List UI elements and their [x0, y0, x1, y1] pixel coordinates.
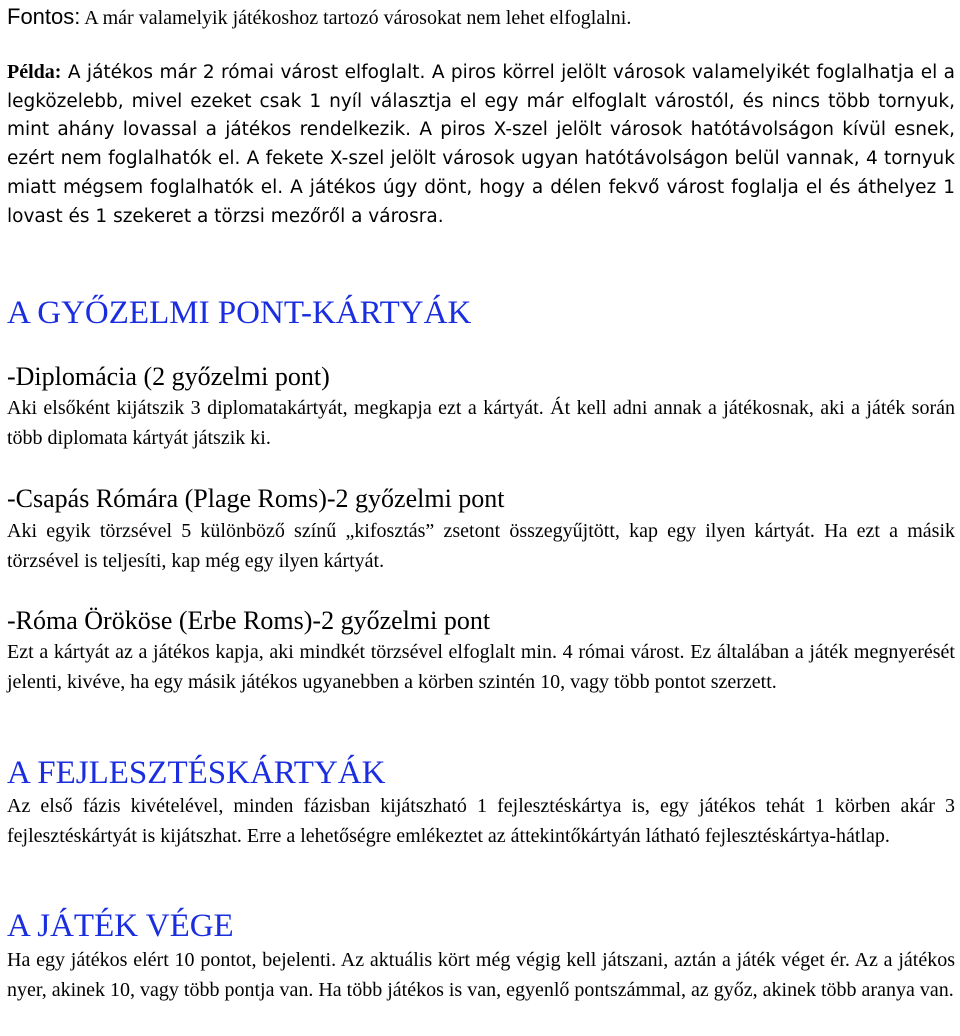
intro-label: Fontos: [7, 4, 81, 29]
intro-text: A már valamelyik játékoshoz tartozó városokat nem lehet elfoglalni. [80, 7, 632, 29]
diplomacy-title: -Diplomácia (2 győzelmi pont) [7, 362, 330, 391]
end-text: Ha egy játékos elért 10 pontot, bejelenti. Az aktuális kört még végig kell játszani, aztán a játék véget ér. Az a játékos nyer, akinek 10, vagy több pontja van. Ha több játékos is van, egyenlő pontszámmal, az győz, akinek több aranya van. [7, 949, 955, 1001]
example-text: A játékos már 2 római várost elfoglalt. A piros körrel jelölt városok valamelyikét foglalhatja el a legközelebb, mivel ezeket csak 1 nyíl választja el egy már elfoglalt várostól, és nincs több tornyuk, mint ahány lovassal a játékos rendelkezik. A piros X-szel jelölt városok hatótávolságon kívül esnek, ezért nem foglalhatók el. A fekete X-szel jelölt városok ugyan hatótávolságon belül vannak, 4 tornyuk miatt mégsem foglalhatók el. A játékos úgy dönt, hogy a délen fekvő várost foglalja el és áthelyez 1 lovast és 1 szekeret a törzsi mezőről a városra. [7, 62, 955, 227]
diplomacy-text: Aki elsőként kijátszik 3 diplomatakártyát, megkapja ezt a kártyát. Át kell adni annak a játékosnak, aki a játék során több diplomata kártyát játszik ki. [7, 397, 955, 449]
victory-heading: A GYŐZELMI PONT-KÁRTYÁK [7, 295, 472, 331]
development-heading: A FEJLESZTÉSKÁRTYÁK [7, 755, 386, 791]
example-label: Példa: [7, 61, 62, 83]
plague-text: Aki egyik törzsével 5 különböző színű „kifosztás” zsetont összegyűjtött, kap egy ilyen kártyát. Ha ezt a másik törzsével is teljesíti, kap még egy ilyen kártyát. [7, 520, 955, 572]
heir-text: Ezt a kártyát az a játékos kapja, aki mindkét törzsével elfoglalt min. 4 római várost. Ez általában a játék megnyerését jelenti, kivéve, ha egy másik játékos ugyanebben a körben szintén 10, vagy több pontot szerzett. [7, 641, 955, 693]
end-heading: A JÁTÉK VÉGE [7, 908, 234, 944]
development-text: Az első fázis kivételével, minden fázisban kijátszható 1 fejlesztéskártya is, egy játékos tehát 1 körben akár 3 fejlesztéskártyát is kijátszhat. Erre a lehetőségre emlékeztet az áttekintőkártyán látható fejlesztéskártya-hátlap. [7, 795, 955, 847]
plague-title: -Csapás Rómára (Plage Roms)-2 győzelmi pont [7, 484, 505, 513]
heir-title: -Róma Örököse (Erbe Roms)-2 győzelmi pont [7, 606, 491, 635]
intro-line [7, 4, 631, 30]
example-paragraph [7, 58, 955, 231]
